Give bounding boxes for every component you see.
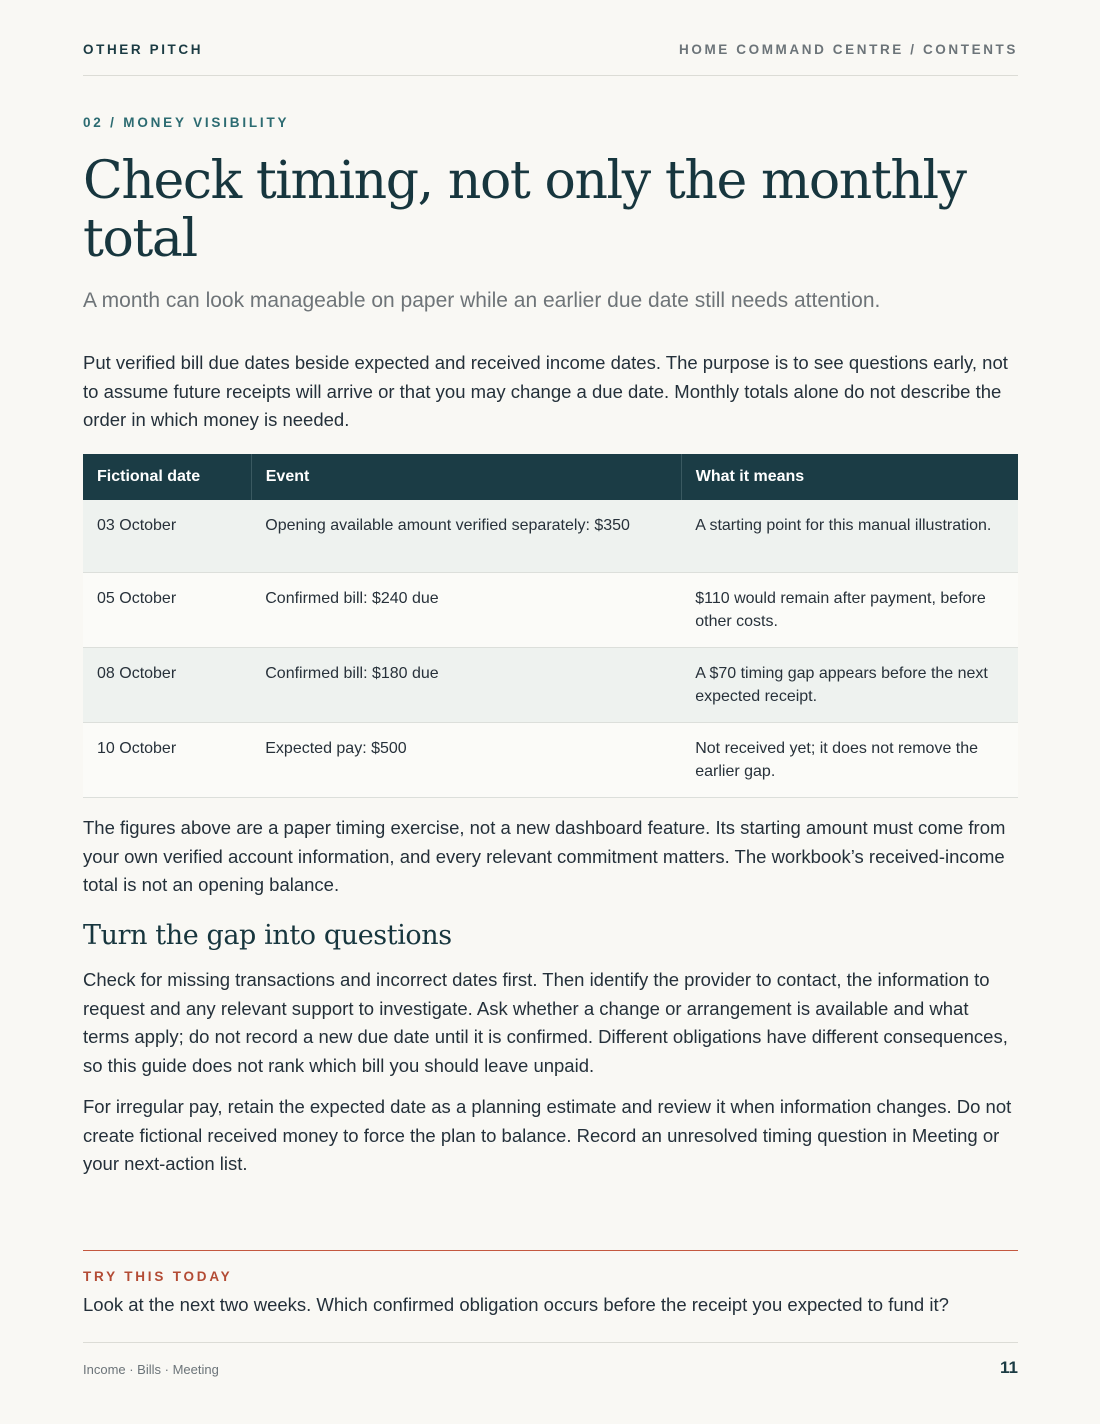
page-number: 11: [1000, 1358, 1018, 1377]
timing-table: [83, 454, 1018, 798]
try-today-text: Look at the next two weeks. Which confirmed obligation occurs before the receipt you expected to fund it?: [83, 1294, 949, 1315]
table-cell-date: 08 October: [83, 648, 251, 723]
document-page: [83, 0, 1018, 1424]
try-today-divider: [83, 1250, 1018, 1251]
table-cell-date: 03 October: [83, 500, 251, 573]
table-cell-event: Opening available amount verified separately: $350: [251, 500, 681, 573]
table-cell-meaning: A $70 timing gap appears before the next expected receipt.: [681, 648, 1018, 723]
table-cell-event: Confirmed bill: $180 due: [251, 648, 681, 723]
section-kicker: 02 / MONEY VISIBILITY: [83, 115, 290, 130]
footer-divider: [83, 1342, 1018, 1343]
brand-name: OTHER PITCH: [83, 42, 204, 57]
table-cell-event: Confirmed bill: $240 due: [251, 573, 681, 648]
table-row: [83, 573, 1018, 648]
intro-paragraph: Put verified bill due dates beside expected and received income dates. The purpose is to see questions early, not to assume future receipts will arrive or that you may change a due date. Monthly totals alone do not describe the order in which money is needed.: [83, 352, 1008, 430]
column-header-event: Event: [251, 454, 681, 500]
top-bar: [83, 42, 1018, 57]
page-subtitle: A month can look manageable on paper while an earlier due date still needs attention.: [83, 289, 881, 312]
irregular-pay-paragraph: For irregular pay, retain the expected date as a planning estimate and review it when information changes. Do not create fictional received money to force the plan to balance. Record an unresolved timing question in Meeting or your next-action list.: [83, 1096, 1012, 1174]
table-cell-event: Expected pay: $500: [251, 723, 681, 798]
column-header-meaning: What it means: [681, 454, 1018, 500]
page-title: Check timing, not only the monthly total: [83, 151, 966, 269]
subsection-heading: Turn the gap into questions: [83, 920, 452, 951]
table-cell-date: 05 October: [83, 573, 251, 648]
table-cell-meaning: Not received yet; it does not remove the earlier gap.: [681, 723, 1018, 798]
questions-paragraph: Check for missing transactions and incorrect dates first. Then identify the provider to contact, the information to request and any relevant support to investigate. Ask whether a change or arrangement is available and what terms apply; do not record a new due date until it is confirmed. Different obligations have different consequences, so this guide does not rank which bill you should leave unpaid.: [83, 969, 1008, 1076]
table-row: [83, 500, 1018, 573]
table-row: [83, 648, 1018, 723]
footer-sections: Income · Bills · Meeting: [83, 1362, 219, 1377]
breadcrumb: HOME COMMAND CENTRE / CONTENTS: [679, 42, 1018, 57]
table-cell-date: 10 October: [83, 723, 251, 798]
column-header-date: Fictional date: [83, 454, 251, 500]
table-cell-meaning: $110 would remain after payment, before other costs.: [681, 573, 1018, 648]
after-table-paragraph: The figures above are a paper timing exercise, not a new dashboard feature. Its starting amount must come from your own verified account information, and every relevant commitment matters. The workbook’s received-income total is not an opening balance.: [83, 817, 1006, 895]
table-row: [83, 723, 1018, 798]
top-divider: [83, 75, 1018, 76]
table-header-row: [83, 454, 1018, 500]
table-cell-meaning: A starting point for this manual illustration.: [681, 500, 1018, 573]
try-today-label: TRY THIS TODAY: [83, 1269, 233, 1284]
